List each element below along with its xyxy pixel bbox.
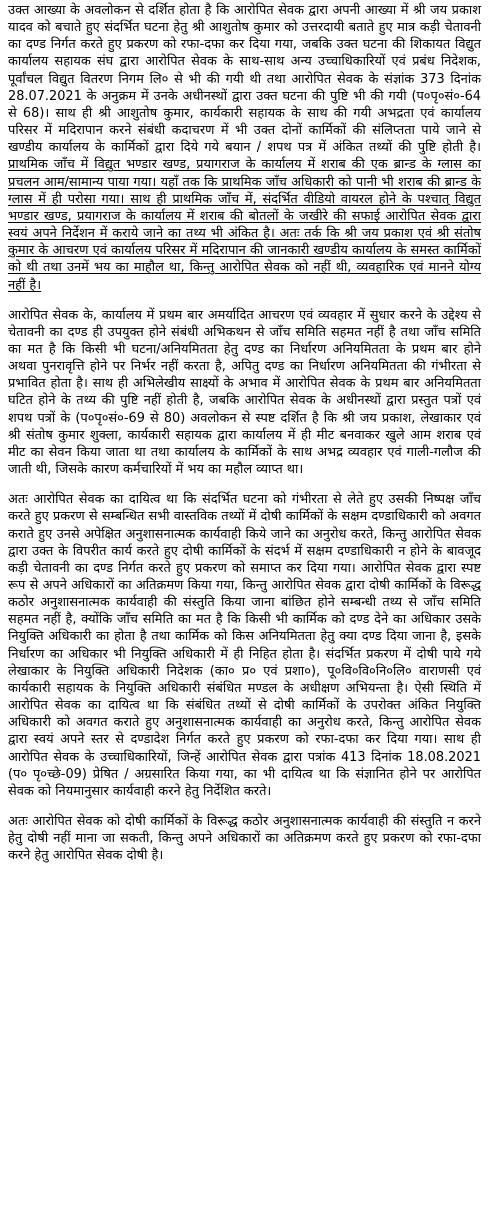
paragraph-1 xyxy=(8,2,481,294)
paragraph-1-text: उक्त आख्या के अवलोकन से दर्शित होता है कि आरोपित सेवक द्वारा अपनी आख्या में श्री जय प्रकाश यादव को बचाते हुए संदर्भित घटना हेतु श्री आशुतोष कुमार को उत्तरदायी बताते हुए मात्र कड़ी चेतावनी का दण्ड निर्गत करते हुए प्रकरण को रफा-दफा कर दिया गया, जबकि उक्त घटना की शिकायत विद्युत कार्यालय सहायक संघ द्वारा आरोपित सेवक के साथ-साथ अन्य उच्चाधिकारियों एवं प्रबंध निदेशक, पूर्वांचल विद्युत वितरण निगम लि० से भी की गयी थी तथा आरोपित सेवक के संज्ञांक 373 दिनांक 28.07.2021 के अनुक्रम में उनके अधीनस्थों द्वारा उक्त घटना की पुष्टि भी की गयी (प०पृ०सं०-64 से 68)। साथ ही श्री आशुतोष कुमार, कार्यकारी सहायक के साथ की गयी अभद्रता एवं कार्यालय परिसर में मदिरापान करने संबंधी कदाचरण में भी उक्त दोनों कार्मिकों की संलिप्तता पाये जाने से खण्डीय कार्यालय के कार्मिकों द्वारा दिये गये बयान / शपथ पत्र में अंकित तथ्यों की पुष्टि होती है। xyxy=(8,3,481,156)
paragraph-2-text: आरोपित सेवक के, कार्यालय में प्रथम बार अमर्यादित आचरण एवं व्यवहार में सुधार करने के उद्देश्य से चेतावनी का दण्ड ही उपयुक्त होने संबंधी अभिकथन से जाँच समिति सहमत नहीं है तथा जाँच समिति का मत है कि किसी भी घटना/अनियमितता हेतु दण्ड का निर्धारण अनियमितता के प्रथम बार होने अथवा पुनरावृत्ति होने पर निर्भर नहीं करता है, अपितु दण्ड का निर्धारण अनियमितता की गंभीरता से प्रभावित होता है। साथ ही अभिलेखीय साक्ष्यों के अभाव में आरोपित सेवक के प्रथम बार अनियमितता घटित होने के तथ्य की पुष्टि नहीं होती है, जबकि आरोपित सेवक के अधीनस्थों द्वारा प्रस्तुत पत्रों एवं शपथ पत्रों के (प०पृ०सं०-69 से 80) अवलोकन से स्पष्ट दर्शित है कि श्री जय प्रकाश, लेखाकार एवं श्री संतोष कुमार शुक्ला, कार्यकारी सहायक द्वारा कार्यालय में ही मीट बनवाकर खुले आम शराब एवं मीट का सेवन किया जाता था तथा कार्यालय के कार्मिकों के साथ अभद्र व्यवहार एवं गाली-गलौज की जाती थी, जिसके कारण कर्मचारियों में भय का महौल व्याप्त था। xyxy=(8,307,481,478)
paragraph-2 xyxy=(8,307,481,479)
paragraph-3-text: अतः आरोपित सेवक का दायित्व था कि संदर्भित घटना को गंभीरता से लेते हुए उसकी निष्पक्ष जाँच करते हुए प्रकरण से सम्बन्धित सभी वास्तविक तथ्यों में दोषी कार्मिकों के सक्षम दण्डाधिकारी को अवगत कराते हुए उनसे अपेक्षित अनुशासनात्मक कार्यवाही किये जाने का अनुरोध करते, किन्तु आरोपित सेवक द्वारा उक्त के विपरीत कार्य करते हुए दोषी कार्मिकों के संदर्भ में सक्षम दण्डाधिकारी न होने के बावजूद कड़ी चेतावनी का दण्ड निर्गत करते हुए प्रकरण को समाप्त कर दिया गया। आरोपित सेवक द्वारा स्पष्ट रूप से अपने अधिकारों का अतिक्रमण किया गया, किन्तु आरोपित सेवक द्वारा दोषी कार्मिकों के विरूद्ध कठोर अनुशासनात्मक कार्यवाही की संस्तुति किया जाना बांछित होने सम्बन्धी तथ्य से जाँच समिति सहमत नहीं है, क्योंकि जाँच समिति का मत है कि किसी भी कार्मिक को दण्ड देने का अधिकार उसके नियुक्ति अधिकारी का होता है तथा कार्मिक को किस अनियमितता हेतु क्या दण्ड दिया जाना है, इसके निर्धारण का अधिकार भी नियुक्ति अधिकारी में ही निहित होता है। संदर्भित प्रकरण में दोषी पाये गये लेखाकार के नियुक्ति अधिकारी निदेशक (का० प्र० एवं प्रशा०), पू०वि०वि०नि०लि० वाराणसी एवं कार्यकारी सहायक के नियुक्ति अधिकारी संबंधित मण्डल के अधीक्षण अभियन्ता है। ऐसी स्थिति में आरोपित सेवक का दायित्व था कि संबंधित तथ्यों से दोषी कार्मिकों के उपरोक्त अंकित नियुक्ति अधिकारी को अवगत कराते हुए अनुशासनात्मक कार्यवाही का अनुरोध करते, किन्तु आरोपित सेवक द्वारा स्वयं अपने स्तर से दण्डादेश निर्गत करते हुए प्रकरण को रफा-दफा कर दिया गया। साथ ही आरोपित सेवक के उच्चाधिकारियों, जिन्हें आरोपित सेवक द्वारा पत्रांक 413 दिनांक 18.08.2021 (प० पृ०च्छे-09) प्रेषित / अग्रसारित किया गया, का भी दायित्व था कि संज्ञानित होने पर आरोपित सेवक को नियमानुसार कार्यवाही करने हेतु निर्देशित करते। xyxy=(8,492,481,799)
paragraph-1-underlined-finding: प्राथमिक जाँच में विद्युत भण्डार खण्ड, प्रयागराज के कार्यालय में शराब की एक ब्रान्ड के ग्लास का प्रचलन आम/सामान्य पाया गया। यहाँ तक कि प्राथमिक जाँच अधिकारी को पानी भी शराब की ब्रान्ड के ग्लास में ही परोसा गया। साथ ही प्राथमिक जाँच में, संदर्भित वीडियो वायरल होने के पश्चात् विद्युत भण्डार खण्ड, प्रयागराज के कार्यालय में शराब की बोतलों के जखीरे की सफाई आरोपित सेवक द्वारा स्वयं अपने निर्देशन में कराये जाने का तथ्य भी अंकित है। अतः तर्क कि श्री जय प्रकाश एवं श्री संतोष कुमार के आचरण एवं कार्यालय परिसर में मदिरापान की जानकारी खण्डीय कार्यालय के समस्त कार्मिकों को थी तथा उनमें भय का माहौल था, किन्तु आरोपित सेवक को नहीं थी, व्यवहारिक एवं मानने योग्य नहीं है। xyxy=(8,157,481,293)
paragraph-4-conclusion xyxy=(8,813,481,864)
paragraph-3 xyxy=(8,491,481,800)
paragraph-4-text: अतः आरोपित सेवक को दोषी कार्मिकों के विरूद्ध कठोर अनुशासनात्मक कार्यवाही की संस्तुति न करने हेतु दोषी नहीं माना जा सकती, किन्तु अपने अधिकारों का अतिक्रमण करते हुए प्रकरण को रफा-दफा करने हेतु आरोपित सेवक दोषी है। xyxy=(8,814,481,864)
